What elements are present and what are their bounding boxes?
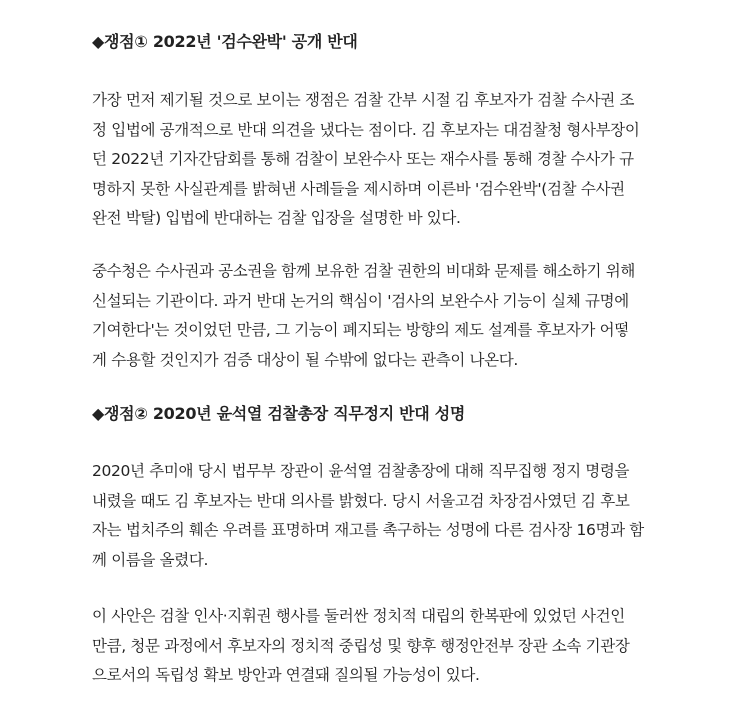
paragraph-line: 명하지 못한 사실관계를 밝혀낸 사례들을 제시하며 이른바 '검수완박'(검찰 수사권 bbox=[92, 179, 625, 198]
paragraph-line: 완전 박탈) 입법에 반대하는 검찰 입장을 설명한 바 있다. bbox=[92, 209, 461, 227]
paragraph-issue-1-a bbox=[92, 86, 692, 234]
paragraph-line: 께 이름을 올렸다. bbox=[92, 550, 209, 569]
paragraph-line: 만큼, 청문 과정에서 후보자의 정치적 중립성 및 향후 행정안전부 장관 소속 기관장 bbox=[92, 636, 630, 655]
section-heading-issue-1: ◆쟁점① 2022년 '검수완박' 공개 반대 bbox=[92, 32, 358, 51]
paragraph-line: 자는 법치주의 훼손 우려를 표명하며 재고를 촉구하는 성명에 다른 검사장 16명과 함 bbox=[92, 521, 644, 539]
paragraph-issue-2-b bbox=[92, 602, 692, 691]
paragraph-line: 정 입법에 공개적으로 반대 의견을 냈다는 점이다. 김 후보자는 대검찰청 형사부장이 bbox=[92, 120, 640, 139]
paragraph-issue-1-b bbox=[92, 257, 692, 375]
paragraph-line: 가장 먼저 제기될 것으로 보이는 쟁점은 검찰 간부 시절 김 후보자가 검찰 수사권 조 bbox=[92, 91, 635, 109]
section-heading-issue-2: ◆쟁점② 2020년 윤석열 검찰총장 직무정지 반대 성명 bbox=[92, 404, 466, 423]
paragraph-line: 던 2022년 기자간담회를 통해 검찰이 보완수사 또는 재수사를 통해 경찰 수사가 규 bbox=[92, 150, 634, 168]
paragraph-line: 2020년 추미애 당시 법무부 장관이 윤석열 검찰총장에 대해 직무집행 정지 명령을 bbox=[92, 462, 630, 480]
paragraph-line: 신설되는 기관이다. 과거 반대 논거의 핵심이 '검사의 보완수사 기능이 실체 규명에 bbox=[92, 291, 629, 310]
paragraph-line: 기여한다'는 것이었던 만큼, 그 기능이 폐지되는 방향의 제도 설계를 후보자가 어떻 bbox=[92, 321, 629, 339]
paragraph-issue-2-a bbox=[92, 457, 692, 575]
paragraph-line: 내렸을 때도 김 후보자는 반대 의사를 밝혔다. 당시 서울고검 차장검사였던 김 후보 bbox=[92, 491, 630, 510]
paragraph-line: 이 사안은 검찰 인사·지휘권 행사를 둘러싼 정치적 대립의 한복판에 있었던 사건인 bbox=[92, 607, 625, 625]
paragraph-line: 으로서의 독립성 확보 방안과 연결돼 질의될 가능성이 있다. bbox=[92, 666, 480, 684]
paragraph-line: 중수청은 수사권과 공소권을 함께 보유한 검찰 권한의 비대화 문제를 해소하기 위해 bbox=[92, 262, 635, 280]
paragraph-line: 게 수용할 것인지가 검증 대상이 될 수밖에 없다는 관측이 나온다. bbox=[92, 350, 518, 369]
